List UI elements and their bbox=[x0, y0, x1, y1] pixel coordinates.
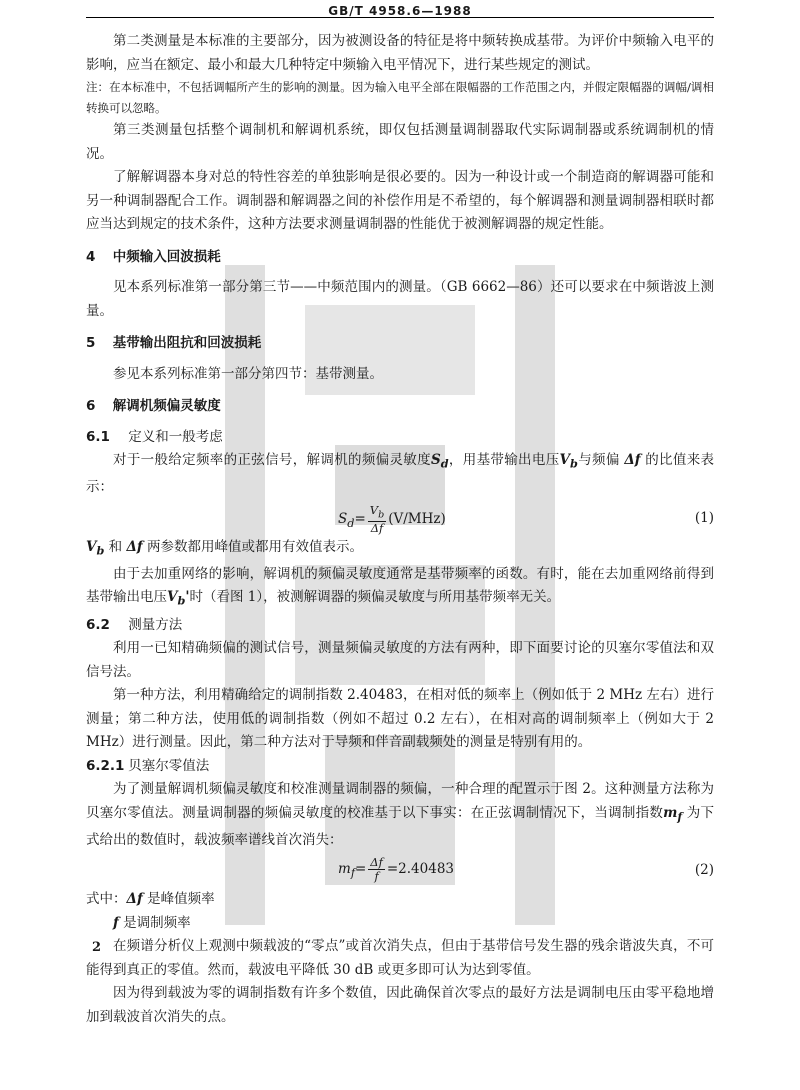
document-body bbox=[86, 30, 714, 1029]
paragraph: 参见本系列标准第一部分第四节：基带测量。 bbox=[113, 365, 383, 382]
section-number: 6.2.1 bbox=[86, 757, 125, 774]
page-number: 2 bbox=[92, 940, 102, 955]
symbol-f: f bbox=[113, 914, 119, 931]
subsection-heading-6-1 bbox=[86, 426, 714, 450]
paragraph: 见本系列标准第一部分第三节——中频范围内的测量。（GB 6662—86）还可以要求在中频谐波上测量。 bbox=[86, 279, 714, 319]
symbol-delta-f: Δf bbox=[126, 891, 143, 908]
equation-formula: $m_f=$ $\frac{\Delta f}{f}$ =2.40483 bbox=[338, 855, 454, 884]
section-heading-4 bbox=[86, 246, 714, 270]
equation-number: (2) bbox=[694, 862, 714, 879]
equation-1 bbox=[86, 500, 714, 536]
paragraph: 利用一已知精确频偏的测试信号，测量频偏灵敏度的方法有两种，即下面要讨论的贝塞尔零值法和双信号法。 bbox=[86, 640, 714, 680]
symbol-mf: $m_f$ bbox=[663, 804, 683, 824]
note: 注：在本标准中，不包括调幅所产生的影响的测量。因为输入电平全部在限幅器的工作范围之内，并假定限幅器的调幅/调相转换可以忽略。 bbox=[86, 80, 714, 115]
section-title: 测量方法 bbox=[128, 616, 183, 633]
paragraph: 对于一般给定频率的正弦信号，解调机的频偏灵敏度$S_d$，用基带输出电压$V_b$与频偏 Δf 的比值来表示： bbox=[86, 452, 715, 496]
subsection-heading-6-2 bbox=[86, 614, 714, 638]
section-number: 6.1 bbox=[86, 428, 110, 445]
section-number: 6 bbox=[86, 398, 96, 414]
section-title: 贝塞尔零值法 bbox=[128, 757, 210, 774]
section-title: 中频输入回波损耗 bbox=[112, 248, 221, 265]
symbol-delta-f: Δf bbox=[126, 538, 143, 555]
symbol-sd: $S_d$ bbox=[430, 452, 449, 471]
section-number: 4 bbox=[86, 248, 96, 265]
symbol-delta-f: Δf bbox=[624, 452, 641, 468]
paragraph: 第二类测量是本标准的主要部分，因为被测设备的特征是将中频转换成基带。为评价中频输入电平的影响，应当在额定、最小和最大几种特定中频输入电平情况下，进行某些规定的测试。 bbox=[86, 33, 714, 73]
section-heading-5 bbox=[86, 332, 714, 356]
section-title: 定义和一般考虑 bbox=[128, 428, 223, 445]
paragraph: 第一种方法，利用精确给定的调制指数 2.40483，在相对低的频率上（例如低于 2 MHz 左右）进行测量；第二种方法，使用低的调制指数（例如不超过 0.2 左右），在相对高的调制频率上（例如大于 2 MHz）进行测量。因此，第二种方法对于导频和伴音副载频处的测量是特别有用的。 bbox=[86, 687, 714, 751]
symbol-vb: $V_b$ bbox=[559, 452, 578, 471]
paragraph: 由于去加重网络的影响，解调机的频偏灵敏度通常是基带频率的函数。有时，能在去加重网络前得到基带输出电压$V_b'$时（看图 1），被测解调器的频偏灵敏度与所用基带频率无关。 bbox=[86, 565, 714, 609]
paragraph: 第三类测量包括整个调制机和解调机系统，即仅包括测量调制器取代实际调制器或系统调制机的情况。 bbox=[86, 122, 714, 162]
fraction: $\frac{V_b}{\Delta f}$ bbox=[369, 502, 385, 535]
paragraph: 为了测量解调机频偏灵敏度和校准测量调制器的频偏，一种合理的配置示于图 2。这种测量方法称为贝塞尔零值法。测量调制器的频偏灵敏度的校准基于以下事实：在正弦调制情况下，当调制指数$m_f$ 为下式给出的数值时，载波频率谱线首次消失： bbox=[86, 781, 715, 848]
section-number: 5 bbox=[86, 335, 96, 351]
symbol-vb-prime: $V_b'$ bbox=[167, 589, 190, 609]
fraction: $\frac{\Delta f}{f}$ bbox=[370, 855, 383, 884]
paragraph: 了解解调器本身对总的特性容差的单独影响是很必要的。因为一种设计或一个制造商的解调器可能和另一种调制器配合工作。调制器和解调器之间的补偿作用是不希望的，每个解调器和测量调制器相联时都应当达到规定的技术条件，这种方法要求测量调制器的性能优于被测解调器的规定性能。 bbox=[86, 169, 714, 232]
section-heading-6 bbox=[86, 395, 714, 419]
paragraph: 在频谱分析仪上观测中频载波的“零点”或首次消失点，但由于基带信号发生器的残余谐波失真，不可能得到真正的零值。然而，载波电平降低 30 dB 或更多即可认为达到零值。 bbox=[86, 938, 714, 978]
section-number: 6.2 bbox=[86, 616, 110, 633]
where-clause: f 是调制频率 bbox=[113, 914, 191, 931]
symbol-vb: $V_b$ bbox=[86, 538, 105, 558]
running-header bbox=[86, 0, 714, 18]
section-title: 基带输出阻抗和回波损耗 bbox=[112, 335, 262, 351]
equation-number: (1) bbox=[694, 509, 714, 526]
where-clause: 式中：Δf 是峰值频率 bbox=[86, 891, 215, 908]
subsection-heading-6-2-1 bbox=[86, 755, 714, 779]
paragraph: $V_b$ 和 Δf 两参数都用峰值或都用有效值表示。 bbox=[86, 538, 364, 558]
standard-number: GB/T 4958.6—1988 bbox=[328, 4, 472, 18]
section-title: 解调机频偏灵敏度 bbox=[112, 398, 221, 414]
paragraph: 因为得到载波为零的调制指数有许多个数值，因此确保首次零点的最好方法是调制电压由零平稳地增加到载波首次消失的点。 bbox=[86, 985, 714, 1025]
equation-formula: $S_d=$ $\frac{V_b}{\Delta f}$ (V/MHz) bbox=[338, 502, 446, 535]
equation-2 bbox=[86, 852, 714, 888]
